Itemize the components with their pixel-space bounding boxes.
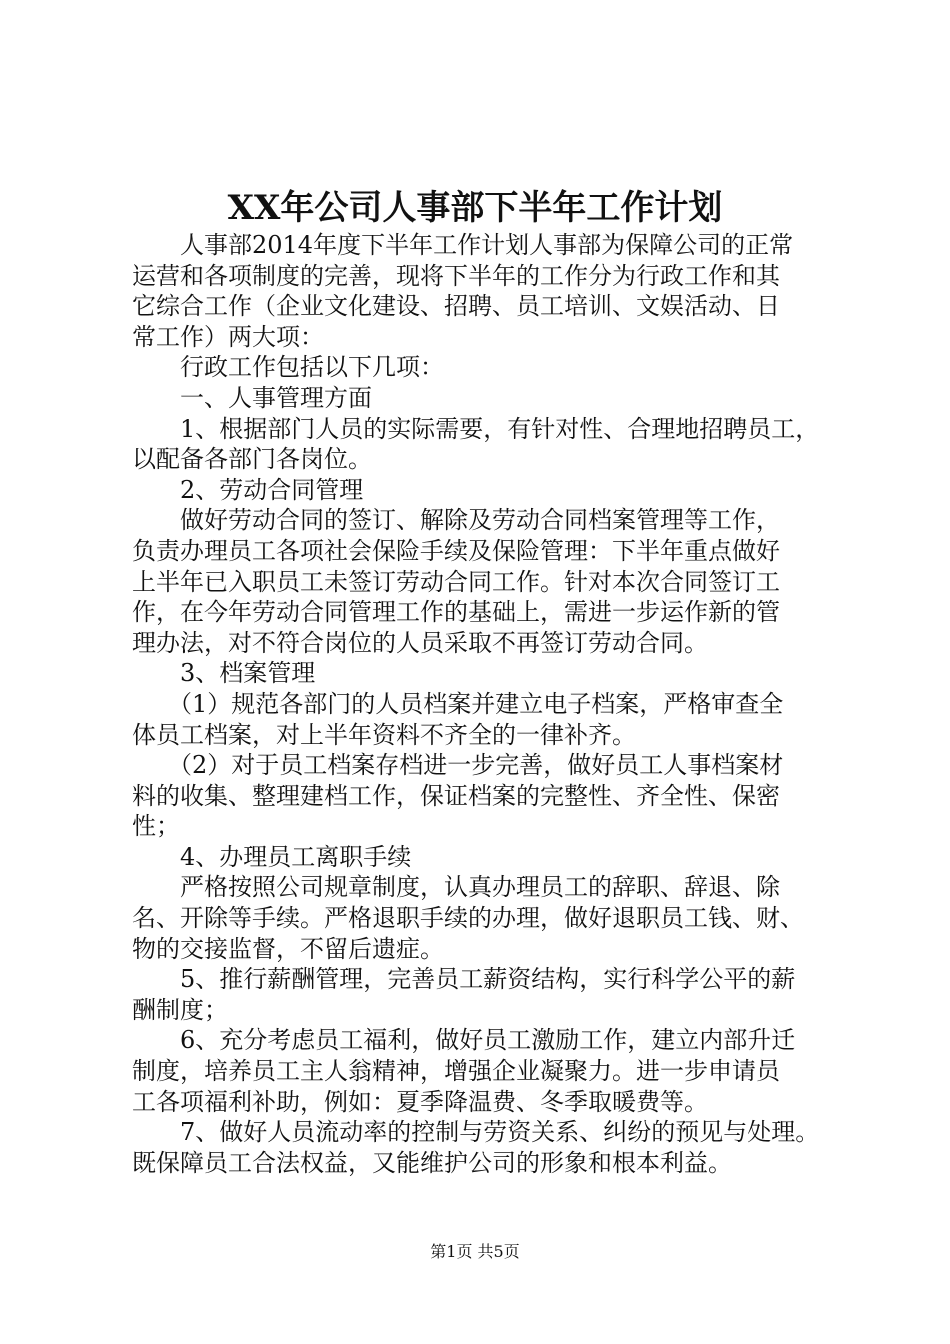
paragraph-line: 上半年已入职员工未签订劳动合同工作。针对本次合同签订工 bbox=[132, 567, 780, 596]
paragraph-line: 既保障员工合法权益，又能维护公司的形象和根本利益。 bbox=[132, 1148, 732, 1177]
paragraph-line: 7、做好人员流动率的控制与劳资关系、纠纷的预见与处理。 bbox=[132, 1118, 820, 1147]
paragraph-line: 物的交接监督，不留后遗症。 bbox=[132, 934, 444, 963]
paragraph-line: 工各项福利补助，例如：夏季降温费、冬季取暖费等。 bbox=[132, 1087, 708, 1116]
paragraph-line: 常工作）两大项： bbox=[132, 322, 324, 351]
paragraph-line: 一、人事管理方面 bbox=[132, 383, 372, 412]
paragraph-line: 制度，培养员工主人翁精神，增强企业凝聚力。进一步申请员 bbox=[132, 1057, 780, 1086]
paragraph-line: 性； bbox=[132, 812, 180, 841]
paragraph-line: 名、开除等手续。严格退职手续的办理，做好退职员工钱、财、 bbox=[132, 904, 804, 933]
paragraph-line: （1）规范各部门的人员档案并建立电子档案，严格审查全 bbox=[132, 689, 784, 718]
paragraph-line: 行政工作包括以下几项： bbox=[132, 353, 444, 382]
paragraph-line: 严格按照公司规章制度，认真办理员工的辞职、辞退、除 bbox=[132, 873, 780, 902]
paragraph-line: 负责办理员工各项社会保险手续及保险管理：下半年重点做好 bbox=[132, 536, 780, 565]
page-footer: 第1页 共5页 bbox=[430, 1242, 520, 1261]
paragraph-line: 料的收集、整理建档工作，保证档案的完整性、齐全性、保密 bbox=[132, 781, 780, 810]
paragraph-line: 作，在今年劳动合同管理工作的基础上，需进一步运作新的管 bbox=[132, 598, 780, 627]
paragraph-line: 理办法，对不符合岗位的人员采取不再签订劳动合同。 bbox=[132, 628, 708, 657]
document-title: XX年公司人事部下半年工作计划 bbox=[227, 188, 723, 228]
paragraph-line: 3、档案管理 bbox=[132, 659, 316, 688]
paragraph-line: 1、根据部门人员的实际需要，有针对性、合理地招聘员工， bbox=[132, 414, 820, 443]
paragraph-line: 5、推行薪酬管理，完善员工薪资结构，实行科学公平的薪 bbox=[132, 965, 796, 994]
paragraph-line: 4、办理员工离职手续 bbox=[132, 842, 412, 871]
paragraph-line: 它综合工作（企业文化建设、招聘、员工培训、文娱活动、日 bbox=[132, 292, 780, 321]
paragraph-line: 酬制度； bbox=[132, 995, 228, 1024]
paragraph-line: 做好劳动合同的签订、解除及劳动合同档案管理等工作， bbox=[132, 506, 780, 535]
paragraph-line: 体员工档案，对上半年资料不齐全的一律补齐。 bbox=[132, 720, 636, 749]
paragraph-line: 2、劳动合同管理 bbox=[132, 475, 364, 504]
paragraph-line: 人事部2014年度下半年工作计划人事部为保障公司的正常 bbox=[132, 231, 794, 259]
document-body bbox=[132, 230, 832, 1178]
paragraph-line: （2）对于员工档案存档进一步完善，做好员工人事档案材 bbox=[132, 751, 784, 780]
paragraph-line: 6、充分考虑员工福利，做好员工激励工作，建立内部升迁 bbox=[132, 1026, 796, 1055]
paragraph-line: 运营和各项制度的完善，现将下半年的工作分为行政工作和其 bbox=[132, 261, 780, 290]
paragraph-line: 以配备各部门各岗位。 bbox=[132, 445, 372, 474]
